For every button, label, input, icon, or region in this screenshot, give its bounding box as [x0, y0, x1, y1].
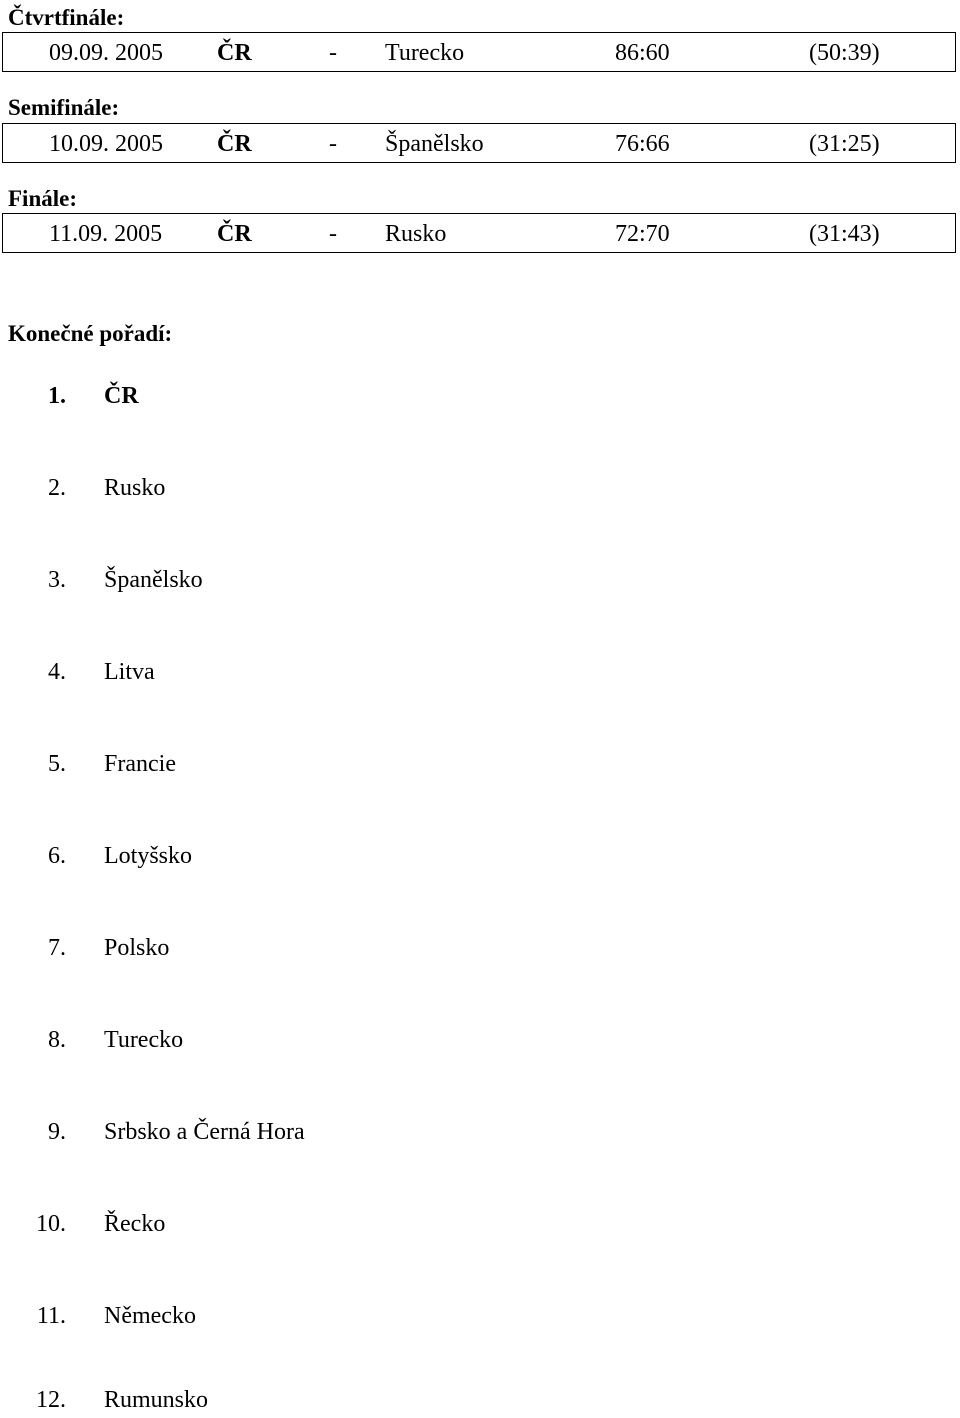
standing-team: Lotyšsko — [104, 843, 193, 869]
final-heading: Finále: — [8, 186, 77, 211]
standing-rank: 9. — [48, 1119, 66, 1145]
semifinal-heading: Semifinále: — [8, 95, 120, 120]
standing-rank: 7. — [48, 935, 66, 961]
quarterfinal-match-row — [2, 32, 956, 72]
standing-rank: 11. — [36, 1303, 66, 1329]
standing-rank: 3. — [48, 567, 66, 593]
final-match-row — [2, 213, 956, 253]
match-score: 86:60 — [615, 40, 670, 66]
standing-team: Polsko — [104, 935, 170, 961]
standing-team: Řecko — [104, 1211, 166, 1237]
match-away-team: Rusko — [385, 221, 447, 247]
standing-team: Španělsko — [104, 567, 203, 593]
match-away-team: Španělsko — [385, 131, 484, 157]
semifinal-match-row — [2, 123, 956, 163]
quarterfinal-heading: Čtvrtfinále: — [8, 5, 125, 30]
standing-team: Německo — [104, 1303, 196, 1329]
standing-rank: 6. — [48, 843, 66, 869]
standing-team: Litva — [104, 659, 155, 685]
standing-rank: 12. — [36, 1387, 66, 1413]
match-separator: - — [329, 131, 337, 157]
match-separator: - — [329, 40, 337, 66]
standing-team: Srbsko a Černá Hora — [104, 1119, 305, 1145]
final-standings-heading: Konečné pořadí: — [8, 321, 173, 346]
standing-team: Rusko — [104, 475, 166, 501]
match-date: 09.09. 2005 — [49, 40, 163, 66]
match-halftime-score: (31:25) — [809, 131, 880, 157]
standing-rank: 5. — [48, 751, 66, 777]
standing-team: Rumunsko — [104, 1387, 209, 1413]
standing-team: Francie — [104, 751, 176, 777]
match-home-team: ČR — [217, 40, 252, 66]
match-home-team: ČR — [217, 221, 252, 247]
match-halftime-score: (31:43) — [809, 221, 880, 247]
standing-rank: 8. — [48, 1027, 66, 1053]
match-separator: - — [329, 221, 337, 247]
match-date: 11.09. 2005 — [49, 221, 163, 247]
match-date: 10.09. 2005 — [49, 131, 163, 157]
match-score: 76:66 — [615, 131, 670, 157]
standing-team: Turecko — [104, 1027, 184, 1053]
standing-rank: 1. — [48, 383, 66, 409]
match-home-team: ČR — [217, 131, 252, 157]
match-score: 72:70 — [615, 221, 670, 247]
standing-team: ČR — [104, 383, 139, 409]
match-halftime-score: (50:39) — [809, 40, 880, 66]
standing-rank: 2. — [48, 475, 66, 501]
standing-rank: 10. — [36, 1211, 66, 1237]
match-away-team: Turecko — [385, 40, 465, 66]
standing-rank: 4. — [48, 659, 66, 685]
